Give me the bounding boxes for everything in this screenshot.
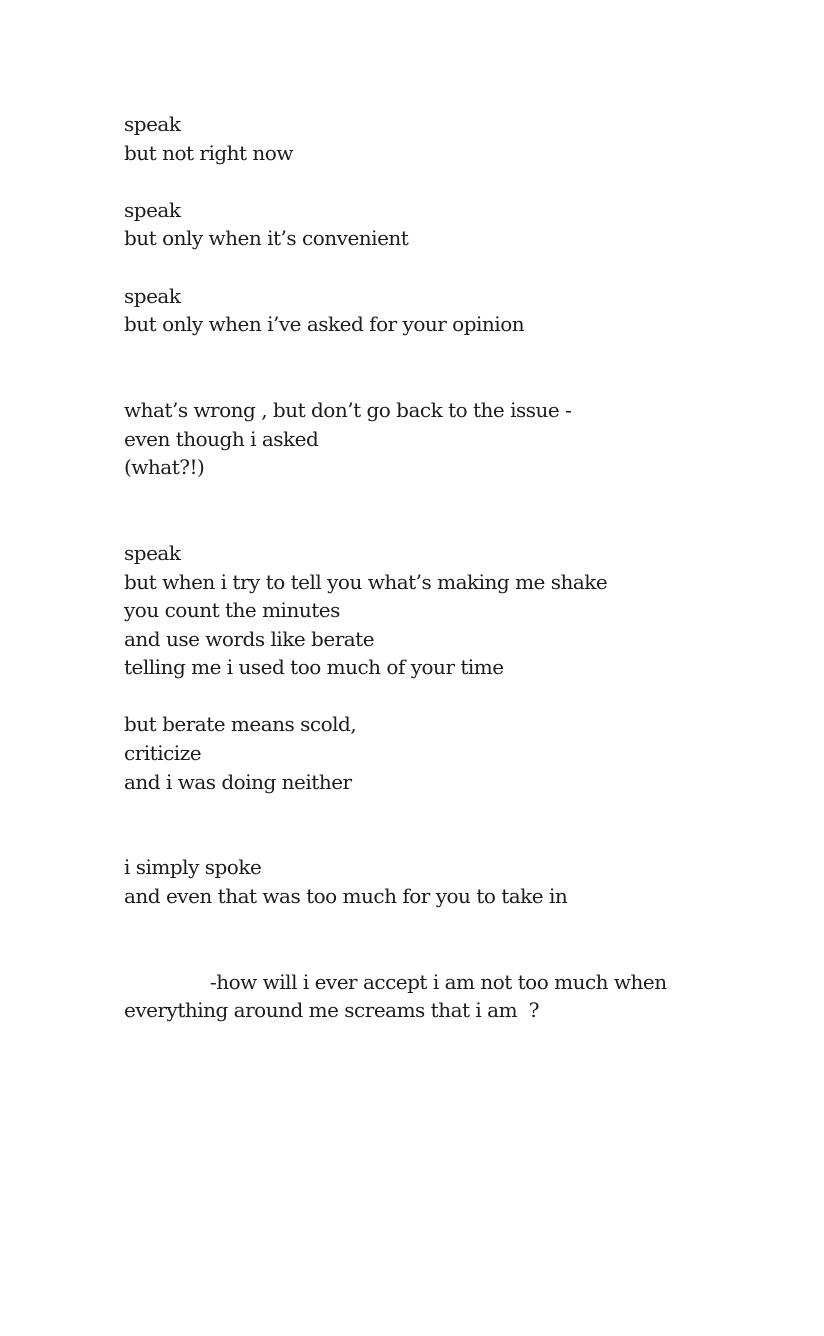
poem-line: even though i asked xyxy=(124,426,319,451)
closing-line: everything around me screams that i am ? xyxy=(124,998,539,1023)
stanza-2 xyxy=(124,196,764,253)
poem-line: (what?!) xyxy=(124,455,205,480)
stanza-3 xyxy=(124,282,764,339)
poem-line: speak xyxy=(124,540,181,565)
stanza-7 xyxy=(124,853,764,910)
poem-line: speak xyxy=(124,283,181,308)
poem-line: you count the minutes xyxy=(124,598,340,623)
poem-line: speak xyxy=(124,197,181,222)
poem-line: i simply spoke xyxy=(124,855,262,880)
poem-line: but only when it’s convenient xyxy=(124,226,409,251)
poem-line: and i was doing neither xyxy=(124,769,352,794)
stanza-4 xyxy=(124,396,764,482)
poem-line: criticize xyxy=(124,741,202,766)
poem-line: but not right now xyxy=(124,140,293,165)
poem-line: and even that was too much for you to take in xyxy=(124,884,568,909)
poem-line: telling me i used too much of your time xyxy=(124,655,504,680)
poem-line: what’s wrong , but don’t go back to the issue - xyxy=(124,397,572,422)
closing-line: -how will i ever accept i am not too much when xyxy=(210,969,667,994)
closing-stanza xyxy=(124,968,764,1025)
poem-line: and use words like berate xyxy=(124,626,375,651)
stanza-6 xyxy=(124,710,764,796)
poem-line: but only when i’ve asked for your opinion xyxy=(124,312,525,337)
poem-line: speak xyxy=(124,112,181,136)
stanza-1 xyxy=(124,110,764,167)
stanza-5 xyxy=(124,539,764,682)
poem-body xyxy=(124,110,764,1025)
poem-line: but when i try to tell you what’s making me shake xyxy=(124,569,608,594)
poem-line: but berate means scold, xyxy=(124,712,357,737)
